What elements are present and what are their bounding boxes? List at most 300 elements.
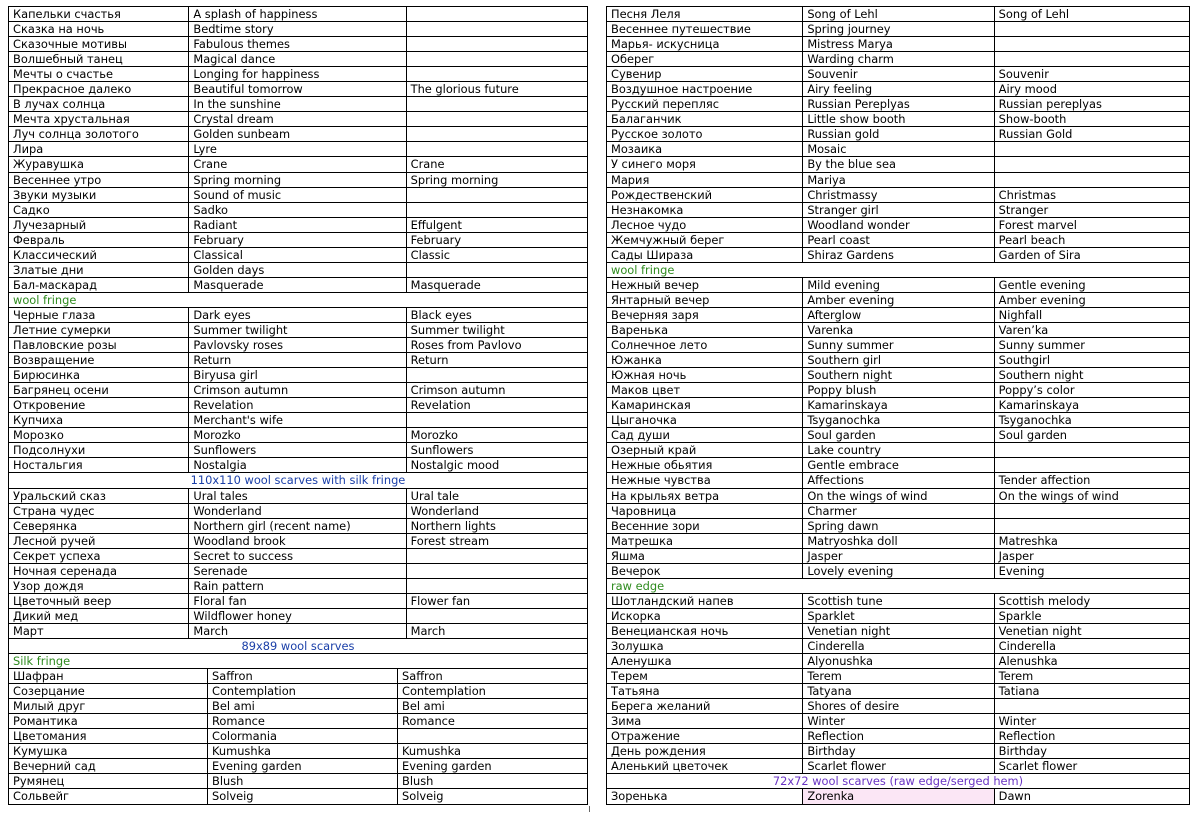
english-name-cell: Airy feeling <box>802 82 993 96</box>
table-row <box>8 248 588 263</box>
table-row <box>606 398 1190 413</box>
alt-english-name-cell <box>406 188 587 202</box>
english-name-cell: Ural tales <box>188 489 405 503</box>
russian-name-cell: Садко <box>13 202 50 217</box>
russian-name-cell: Зима <box>611 714 642 729</box>
english-name-cell: Lake country <box>802 443 993 457</box>
table-row <box>606 699 1190 714</box>
table-row <box>8 504 588 519</box>
english-name-cell: Sound of music <box>188 188 405 202</box>
english-name-cell: Afterglow <box>802 308 993 322</box>
table-row <box>8 789 588 804</box>
section-heading-label: wool fringe <box>13 292 77 307</box>
section-heading <box>606 263 1190 278</box>
english-name-cell: Spring morning <box>188 173 405 187</box>
table-row <box>8 699 588 714</box>
english-name-cell: Reflection <box>802 729 993 743</box>
alt-english-name-cell: Crane <box>406 157 587 171</box>
english-name-cell: Pavlovsky roses <box>188 338 405 352</box>
russian-name-cell: Песня Леля <box>611 7 681 21</box>
russian-name-cell: Нежные обьятия <box>611 458 713 473</box>
table-row <box>606 97 1190 112</box>
russian-name-cell: Вечерок <box>611 563 661 578</box>
english-name-cell: Affections <box>802 473 993 487</box>
russian-name-cell: Откровение <box>13 398 86 413</box>
alt-english-name-cell: Gentle evening <box>994 278 1189 292</box>
russian-name-cell: Лира <box>13 142 44 157</box>
alt-english-name-cell: Scottish melody <box>994 594 1189 608</box>
alt-english-name-cell: Matreshka <box>994 534 1189 548</box>
table-row <box>8 744 588 759</box>
english-name-cell: Shores of desire <box>802 699 993 713</box>
russian-name-cell: Шафран <box>13 669 64 684</box>
russian-name-cell: Незнакомка <box>611 202 684 217</box>
table-row <box>8 759 588 774</box>
russian-name-cell: Златые дни <box>13 262 84 277</box>
left-scarf-table <box>8 6 588 805</box>
english-name-cell: Radiant <box>188 218 405 232</box>
english-name-cell: Woodland wonder <box>802 218 993 232</box>
table-row <box>606 173 1190 188</box>
russian-name-cell: Бирюсинка <box>13 368 81 383</box>
alt-english-name-cell: Varen’ka <box>994 323 1189 337</box>
russian-name-cell: Южанка <box>611 353 662 368</box>
russian-name-cell: Уральский сказ <box>13 488 106 503</box>
russian-name-cell: Нежные чувства <box>611 473 711 488</box>
alt-english-name-cell: Soul garden <box>994 428 1189 442</box>
english-name-cell: Bedtime story <box>188 22 405 36</box>
table-row <box>606 323 1190 338</box>
table-row <box>606 338 1190 353</box>
table-row <box>8 173 588 188</box>
english-name-cell: Romance <box>207 714 397 728</box>
english-name-cell: Dark eyes <box>188 308 405 322</box>
russian-name-cell: В лучах солнца <box>13 97 106 112</box>
english-name-cell: Stranger girl <box>802 203 993 217</box>
alt-english-name-cell <box>406 564 587 578</box>
english-name-cell: Mistress Marya <box>802 37 993 51</box>
alt-english-name-cell: Wonderland <box>406 504 587 518</box>
table-row <box>606 684 1190 699</box>
table-row <box>606 413 1190 428</box>
english-name-cell: Classical <box>188 248 405 262</box>
alt-english-name-cell: Flower fan <box>406 594 587 608</box>
english-name-cell: Birthday <box>802 744 993 758</box>
alt-english-name-cell: Poppy’s color <box>994 383 1189 397</box>
alt-english-name-cell: Sunflowers <box>406 443 587 457</box>
right-scarf-table <box>606 6 1190 805</box>
english-name-cell: Evening garden <box>207 759 397 773</box>
table-row <box>8 564 588 579</box>
alt-english-name-cell: Song of Lehl <box>994 7 1189 21</box>
english-name-cell: Spring dawn <box>802 519 993 533</box>
russian-name-cell: Татьяна <box>611 684 660 699</box>
alt-english-name-cell: Tender affection <box>994 473 1189 487</box>
russian-name-cell: Воздушное настроение <box>611 82 753 97</box>
russian-name-cell: Цветочный веер <box>13 593 112 608</box>
english-name-cell: Scottish tune <box>802 594 993 608</box>
table-row <box>606 37 1190 52</box>
table-row <box>606 248 1190 263</box>
russian-name-cell: Купчиха <box>13 413 64 428</box>
table-row <box>606 203 1190 218</box>
table-row <box>8 549 588 564</box>
table-row <box>606 7 1190 22</box>
russian-name-cell: Лесной ручей <box>13 533 96 548</box>
table-row <box>8 278 588 293</box>
russian-name-cell: Прекрасное далеко <box>13 82 132 97</box>
english-name-cell: In the sunshine <box>188 97 405 111</box>
table-row <box>606 188 1190 203</box>
russian-name-cell: Мечты о счастье <box>13 67 113 82</box>
english-name-cell: Mariya <box>802 173 993 187</box>
english-name-cell: Fabulous themes <box>188 37 405 51</box>
table-row <box>8 22 588 37</box>
russian-name-cell: Звуки музыки <box>13 187 97 202</box>
english-name-cell: Sunny summer <box>802 338 993 352</box>
english-name-cell: Kumushka <box>207 744 397 758</box>
english-name-cell: Winter <box>802 714 993 728</box>
english-name-cell: Southern girl <box>802 353 993 367</box>
russian-name-cell: Павловские розы <box>13 338 117 353</box>
russian-name-cell: Цыганочка <box>611 413 677 428</box>
russian-name-cell: Страна чудес <box>13 503 95 518</box>
english-name-cell: Charmer <box>802 504 993 518</box>
alt-english-name-cell: Bel ami <box>397 699 587 713</box>
table-row <box>8 7 588 22</box>
alt-english-name-cell: Saffron <box>397 669 587 683</box>
table-row <box>8 82 588 97</box>
russian-name-cell: Терем <box>611 669 648 684</box>
english-name-cell: Lovely evening <box>802 564 993 578</box>
table-row <box>8 714 588 729</box>
alt-english-name-cell: Effulgent <box>406 218 587 232</box>
alt-english-name-cell: Spring morning <box>406 173 587 187</box>
russian-name-cell: Романтика <box>13 714 78 729</box>
alt-english-name-cell <box>406 67 587 81</box>
english-name-cell: Zorenka <box>802 789 993 804</box>
alt-english-name-cell: Reflection <box>994 729 1189 743</box>
alt-english-name-cell: Souvenir <box>994 67 1189 81</box>
table-row <box>606 157 1190 172</box>
alt-english-name-cell <box>406 127 587 141</box>
english-name-cell: Nostalgia <box>188 458 405 472</box>
alt-english-name-cell: Kamarinskaya <box>994 398 1189 412</box>
english-name-cell: Cinderella <box>802 639 993 653</box>
russian-name-cell: Золушка <box>611 638 664 653</box>
english-name-cell: Floral fan <box>188 594 405 608</box>
english-name-cell: Russian Pereplyas <box>802 97 993 111</box>
table-row <box>8 624 588 639</box>
alt-english-name-cell: Jasper <box>994 549 1189 563</box>
table-row <box>8 368 588 383</box>
section-heading-label: Silk fringe <box>13 654 71 669</box>
english-name-cell: A splash of happiness <box>188 7 405 21</box>
table-row <box>606 428 1190 443</box>
table-row <box>606 534 1190 549</box>
alt-english-name-cell: Southern night <box>994 368 1189 382</box>
english-name-cell: Longing for happiness <box>188 67 405 81</box>
table-row <box>8 112 588 127</box>
table-row <box>8 67 588 82</box>
alt-english-name-cell: Dawn <box>994 789 1189 804</box>
english-name-cell: Shiraz Gardens <box>802 248 993 262</box>
english-name-cell: Tatyana <box>802 684 993 698</box>
english-name-cell: Colormania <box>207 729 397 743</box>
english-name-cell: Crimson autumn <box>188 383 405 397</box>
table-row <box>606 233 1190 248</box>
alt-english-name-cell: Forest marvel <box>994 218 1189 232</box>
english-name-cell: Serenade <box>188 564 405 578</box>
table-row <box>8 308 588 323</box>
russian-name-cell: Вечерний сад <box>13 759 96 774</box>
table-row <box>606 744 1190 759</box>
english-name-cell: Beautiful tomorrow <box>188 82 405 96</box>
russian-name-cell: Аленушка <box>611 654 672 669</box>
table-row <box>606 473 1190 488</box>
section-heading <box>8 293 588 308</box>
table-row <box>8 684 588 699</box>
russian-name-cell: Искорка <box>611 608 661 623</box>
table-row <box>8 669 588 684</box>
table-row <box>606 729 1190 744</box>
alt-english-name-cell <box>406 263 587 277</box>
english-name-cell: Amber evening <box>802 293 993 307</box>
russian-name-cell: Солнечное лето <box>611 338 708 353</box>
english-name-cell: Woodland brook <box>188 534 405 548</box>
table-row <box>606 519 1190 534</box>
russian-name-cell: Февраль <box>13 232 65 247</box>
russian-name-cell: На крыльях ветра <box>611 488 720 503</box>
russian-name-cell: Луч солнца золотого <box>13 127 139 142</box>
english-name-cell: Jasper <box>802 549 993 563</box>
table-row <box>8 383 588 398</box>
section-heading-label: 110x110 wool scarves with silk fringe <box>190 473 406 488</box>
table-row <box>606 564 1190 579</box>
table-row <box>606 218 1190 233</box>
alt-english-name-cell: March <box>406 624 587 638</box>
english-name-cell: Crystal dream <box>188 112 405 126</box>
russian-name-cell: Морозко <box>13 428 64 443</box>
alt-english-name-cell: Russian pereplyas <box>994 97 1189 111</box>
english-name-cell: February <box>188 233 405 247</box>
russian-name-cell: Вечерняя заря <box>611 307 699 322</box>
russian-name-cell: Секрет успеха <box>13 548 101 563</box>
russian-name-cell: Весенние зори <box>611 518 700 533</box>
english-name-cell: Song of Lehl <box>802 7 993 21</box>
russian-name-cell: Жемчужный берег <box>611 232 725 247</box>
section-heading-label: 72x72 wool scarves (raw edge/serged hem) <box>772 774 1024 789</box>
english-name-cell: Alyonushka <box>802 654 993 668</box>
table-row <box>606 142 1190 157</box>
alt-english-name-cell: Sparkle <box>994 609 1189 623</box>
english-name-cell: Mild evening <box>802 278 993 292</box>
english-name-cell: Lyre <box>188 142 405 156</box>
alt-english-name-cell: Stranger <box>994 203 1189 217</box>
alt-english-name-cell <box>406 97 587 111</box>
section-heading-label: 89x89 wool scarves <box>241 638 355 653</box>
russian-name-cell: Возвращение <box>13 353 95 368</box>
alt-english-name-cell <box>397 729 587 743</box>
english-name-cell: Warding charm <box>802 52 993 66</box>
russian-name-cell: Милый друг <box>13 699 86 714</box>
alt-english-name-cell: Romance <box>397 714 587 728</box>
russian-name-cell: Оберег <box>611 52 655 67</box>
table-row <box>8 458 588 473</box>
alt-english-name-cell: Contemplation <box>397 684 587 698</box>
alt-english-name-cell: Garden of Sira <box>994 248 1189 262</box>
russian-name-cell: Ночная серенада <box>13 563 117 578</box>
russian-name-cell: Отражение <box>611 729 680 744</box>
table-row <box>606 669 1190 684</box>
russian-name-cell: Сады Шираза <box>611 247 694 262</box>
english-name-cell: Contemplation <box>207 684 397 698</box>
table-row <box>8 203 588 218</box>
table-row <box>8 97 588 112</box>
alt-english-name-cell: The glorious future <box>406 82 587 96</box>
alt-english-name-cell <box>994 504 1189 518</box>
alt-english-name-cell: Airy mood <box>994 82 1189 96</box>
english-name-cell: Northern girl (recent name) <box>188 519 405 533</box>
russian-name-cell: Варенька <box>611 322 669 337</box>
alt-english-name-cell: Blush <box>397 774 587 788</box>
english-name-cell: Revelation <box>188 398 405 412</box>
table-row <box>606 293 1190 308</box>
russian-name-cell: Бал-маскарад <box>13 277 97 292</box>
alt-english-name-cell: Tatiana <box>994 684 1189 698</box>
english-name-cell: Summer twilight <box>188 323 405 337</box>
russian-name-cell: Камаринская <box>611 398 691 413</box>
section-heading <box>8 639 588 654</box>
table-row <box>8 443 588 458</box>
english-name-cell: Wildflower honey <box>188 609 405 623</box>
russian-name-cell: У синего моря <box>611 157 696 172</box>
alt-english-name-cell <box>406 203 587 217</box>
alt-english-name-cell: Northern lights <box>406 519 587 533</box>
alt-english-name-cell <box>994 519 1189 533</box>
alt-english-name-cell: Christmas <box>994 188 1189 202</box>
russian-name-cell: Весеннее путешествие <box>611 22 751 37</box>
english-name-cell: Christmassy <box>802 188 993 202</box>
russian-name-cell: Русский перепляс <box>611 97 719 112</box>
english-name-cell: Varenka <box>802 323 993 337</box>
russian-name-cell: Март <box>13 623 44 638</box>
table-row <box>8 338 588 353</box>
page-divider-mark <box>589 806 593 812</box>
russian-name-cell: Сад души <box>611 428 670 443</box>
alt-english-name-cell: Morozko <box>406 428 587 442</box>
table-row <box>8 594 588 609</box>
table-row <box>606 594 1190 609</box>
alt-english-name-cell <box>994 458 1189 472</box>
english-name-cell: On the wings of wind <box>802 489 993 503</box>
table-row <box>8 142 588 157</box>
table-row <box>8 609 588 624</box>
russian-name-cell: Озерный край <box>611 443 697 458</box>
russian-name-cell: Балаганчик <box>611 112 682 127</box>
table-row <box>8 729 588 744</box>
table-row <box>606 82 1190 97</box>
english-name-cell: Biryusa girl <box>188 368 405 382</box>
english-name-cell: Rain pattern <box>188 579 405 593</box>
english-name-cell: Solveig <box>207 789 397 804</box>
table-row <box>8 263 588 278</box>
russian-name-cell: Маков цвет <box>611 383 681 398</box>
section-heading <box>8 654 588 669</box>
russian-name-cell: Берега желаний <box>611 699 711 714</box>
russian-name-cell: Кумушка <box>13 744 68 759</box>
alt-english-name-cell <box>994 142 1189 156</box>
alt-english-name-cell <box>406 37 587 51</box>
table-row <box>606 127 1190 142</box>
alt-english-name-cell: Alenushka <box>994 654 1189 668</box>
russian-name-cell: Лесное чудо <box>611 217 687 232</box>
english-name-cell: Little show booth <box>802 112 993 126</box>
russian-name-cell: Сказка на ночь <box>13 22 105 37</box>
alt-english-name-cell: Winter <box>994 714 1189 728</box>
russian-name-cell: Яшма <box>611 548 645 563</box>
alt-english-name-cell <box>406 609 587 623</box>
table-row <box>8 218 588 233</box>
alt-english-name-cell <box>406 368 587 382</box>
english-name-cell: Wonderland <box>188 504 405 518</box>
russian-name-cell: Цветомания <box>13 729 87 744</box>
table-row <box>606 458 1190 473</box>
alt-english-name-cell <box>406 142 587 156</box>
table-row <box>8 37 588 52</box>
english-name-cell: By the blue sea <box>802 157 993 171</box>
english-name-cell: Southern night <box>802 368 993 382</box>
alt-english-name-cell: Evening <box>994 564 1189 578</box>
english-name-cell: March <box>188 624 405 638</box>
russian-name-cell: Узор дождя <box>13 578 84 593</box>
english-name-cell: Golden sunbeam <box>188 127 405 141</box>
alt-english-name-cell <box>406 52 587 66</box>
alt-english-name-cell: Revelation <box>406 398 587 412</box>
russian-name-cell: Летние сумерки <box>13 322 111 337</box>
table-row <box>606 353 1190 368</box>
alt-english-name-cell <box>994 173 1189 187</box>
table-row <box>606 22 1190 37</box>
english-name-cell: Sunflowers <box>188 443 405 457</box>
english-name-cell: Terem <box>802 669 993 683</box>
english-name-cell: Crane <box>188 157 405 171</box>
alt-english-name-cell <box>994 699 1189 713</box>
russian-name-cell: Чаровница <box>611 503 677 518</box>
table-row <box>606 639 1190 654</box>
alt-english-name-cell: Nostalgic mood <box>406 458 587 472</box>
table-row <box>8 534 588 549</box>
table-row <box>606 308 1190 323</box>
alt-english-name-cell: Return <box>406 353 587 367</box>
english-name-cell: Pearl coast <box>802 233 993 247</box>
section-heading <box>606 774 1190 789</box>
alt-english-name-cell <box>406 413 587 427</box>
russian-name-cell: Янтарный вечер <box>611 292 710 307</box>
alt-english-name-cell: Venetian night <box>994 624 1189 638</box>
english-name-cell: Gentle embrace <box>802 458 993 472</box>
russian-name-cell: Нежный вечер <box>611 277 699 292</box>
russian-name-cell: Классический <box>13 247 97 262</box>
table-row <box>606 443 1190 458</box>
russian-name-cell: Ностальгия <box>13 458 83 473</box>
alt-english-name-cell <box>406 579 587 593</box>
table-row <box>606 278 1190 293</box>
table-row <box>606 609 1190 624</box>
english-name-cell: Sparklet <box>802 609 993 623</box>
alt-english-name-cell: Summer twilight <box>406 323 587 337</box>
table-row <box>8 188 588 203</box>
